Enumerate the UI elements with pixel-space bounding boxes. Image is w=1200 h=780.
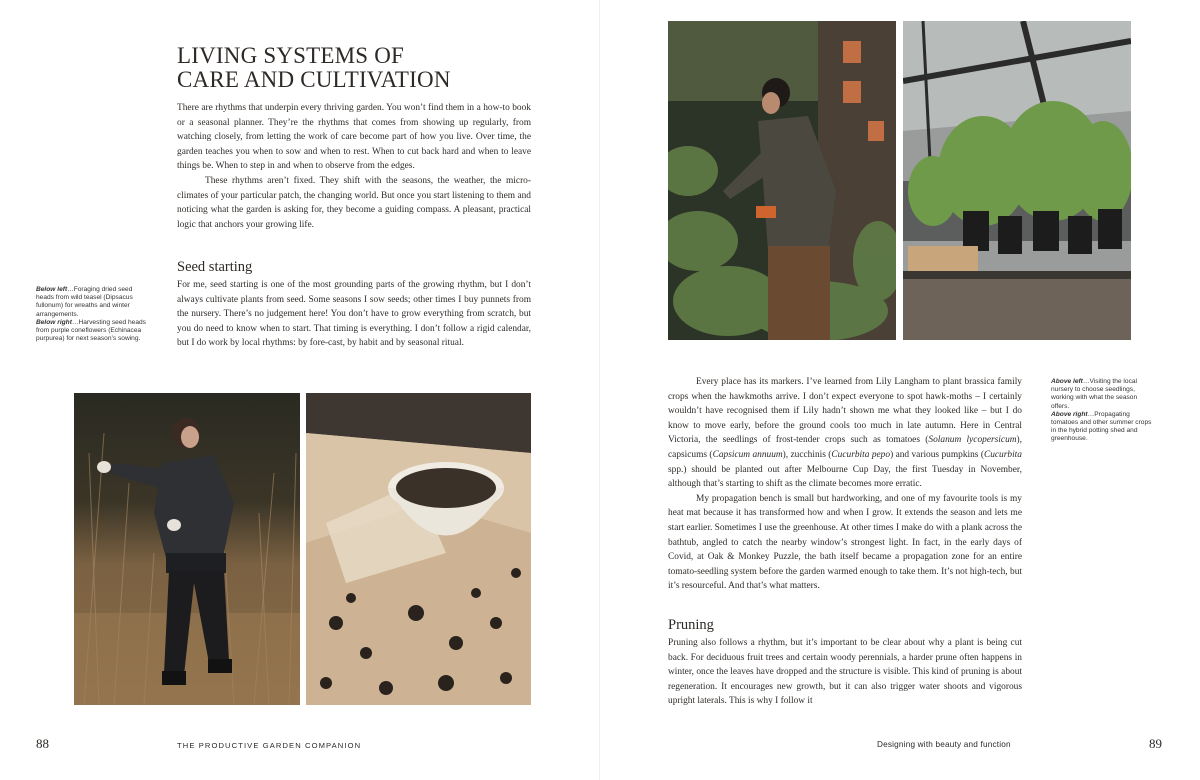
pruning-text [668,636,1022,709]
species-pumpkin: Cucurbita [983,449,1022,460]
markers-paragraph: Every place has its markers. I’ve learned from Lily Langham to plant brassica family crops when the hawkmoths arrive. I don’t expect everyone to spot hawk-moths – I certainly wouldn’t have recognised them if Lily hadn’t shown me what they looked like – but I do know to move early, before the ground cools too much in late autumn. Here in Central Victoria, the seedlings of frost-tender crops such as tomatoes (Solanum lycopersicum), capsicums (Capsicum annuum), zucchinis (Cucurbita pepo) and various pumpkins (Cucurbita spp.) should be planted out after Melbourne Cup Day, the first Tuesday in November, although that’s starting to shift as the climate becomes more erratic. [668,377,1022,490]
pruning-paragraph: Pruning also follows a rhythm, but it’s important to be clear about why a plant is being cut back. For deciduous fruit trees and certain woody perennials, a harder prune often happens in winter, once the leaves have dropped and the structure is visible. This kind of pruning is about regeneration. It encourages new growth, but it can also trigger water shoots and vigorous upright laterals. This is why I follow it [668,638,1022,707]
title-line-2: CARE AND CULTIVATION [177,67,451,92]
species-zucchini: Cucurbita pepo [831,449,891,460]
right-page [600,0,1200,780]
caption-above-left: Above left…Visiting the local nursery to choose seedlings, working with what the season offers. [1051,378,1138,410]
running-head-right: Designing with beauty and function [877,740,1011,749]
photo-seed-bowl [306,393,531,705]
pruning-heading: Pruning [668,617,714,633]
markers-text [668,375,1022,594]
caption-above-right: Above right…Propagating tomatoes and other summer crops in the hybrid potting shed and greenhouse. [1051,410,1152,443]
caption-below-left: Below left…Foraging dried seed heads from wild teasel (Dipsacus fullonum) for wreaths and winter arrangements. [36,286,133,318]
photo-nursery-seedlings [668,21,896,340]
page-number-right: 89 [1149,736,1162,751]
right-page-captions [1051,378,1157,444]
seed-paragraph: For me, seed starting is one of the most grounding parts of the growing rhythm, but I don’t always cultivate plants from seed. Some seasons I sow seeds; other times I buy punnets from the nursery. There’s no judgement here! You don’t have to grow everything from scratch, but you do need to know when to start. That timing is everything. I don’t follow a rigid calendar, but I do work by local rhythms: by fore-cast, by habit and by seasonal ritual. [177,280,531,349]
title-line-1: LIVING SYSTEMS OF [177,43,405,68]
left-page-captions [36,286,152,343]
running-head-left: THE PRODUCTIVE GARDEN COMPANION [177,741,362,750]
intro-paragraph-1: There are rhythms that underpin every thriving garden. You won’t find them in a how-to book or a seasonal planner. They’re the rhythms that comes from showing up regularly, from watching closely, from letting the work of care become part of how you live. Over time, the garden teaches you when to sow and when to rest. When to cut back hard and when to leave things be. When to step in and when to observe from the edges. [177,103,531,172]
species-capsicum: Capsicum annuum [712,449,783,460]
species-tomato: Solanum lycopersicum [928,435,1017,446]
page-number-left: 88 [36,736,49,751]
intro-paragraph-2: These rhythms aren’t fixed. They shift with the seasons, the weather, the micro-climates of your particular patch, the changing world. But once you start listening to them and noticing what the garden is asking for, they become a guiding compass. A pleasant, practical logic that anchors your growing life. [177,175,531,230]
caption-below-right: Below right…Harvesting seed heads from purple coneflowers (Echinacea purpurea) for next season’s sowing. [36,318,146,343]
intro-text [177,101,531,232]
propagation-paragraph: My propagation bench is small but hardworking, and one of my favourite tools is my heat mat because it has transformed how and when I grow. It extends the season and lets me start earlier. Sometimes I use the greenhouse. At other times I make do with a plank across the bathtub, angled to catch the nearby window’s strongest light. In fact, in the early days of Covid, at Oak & Monkey Puzzle, the bath itself became a propagation zone for an entire tomato-seedling system before the garden warmed enough to take them. It’s not high-tech, but it’s resourceful. And that’s what matters. [668,493,1022,592]
chapter-title [177,44,537,92]
seed-starting-text [177,278,531,351]
photo-greenhouse-tomatoes [903,21,1131,340]
seed-starting-heading: Seed starting [177,259,253,275]
photo-foraging-teasel [74,393,300,705]
